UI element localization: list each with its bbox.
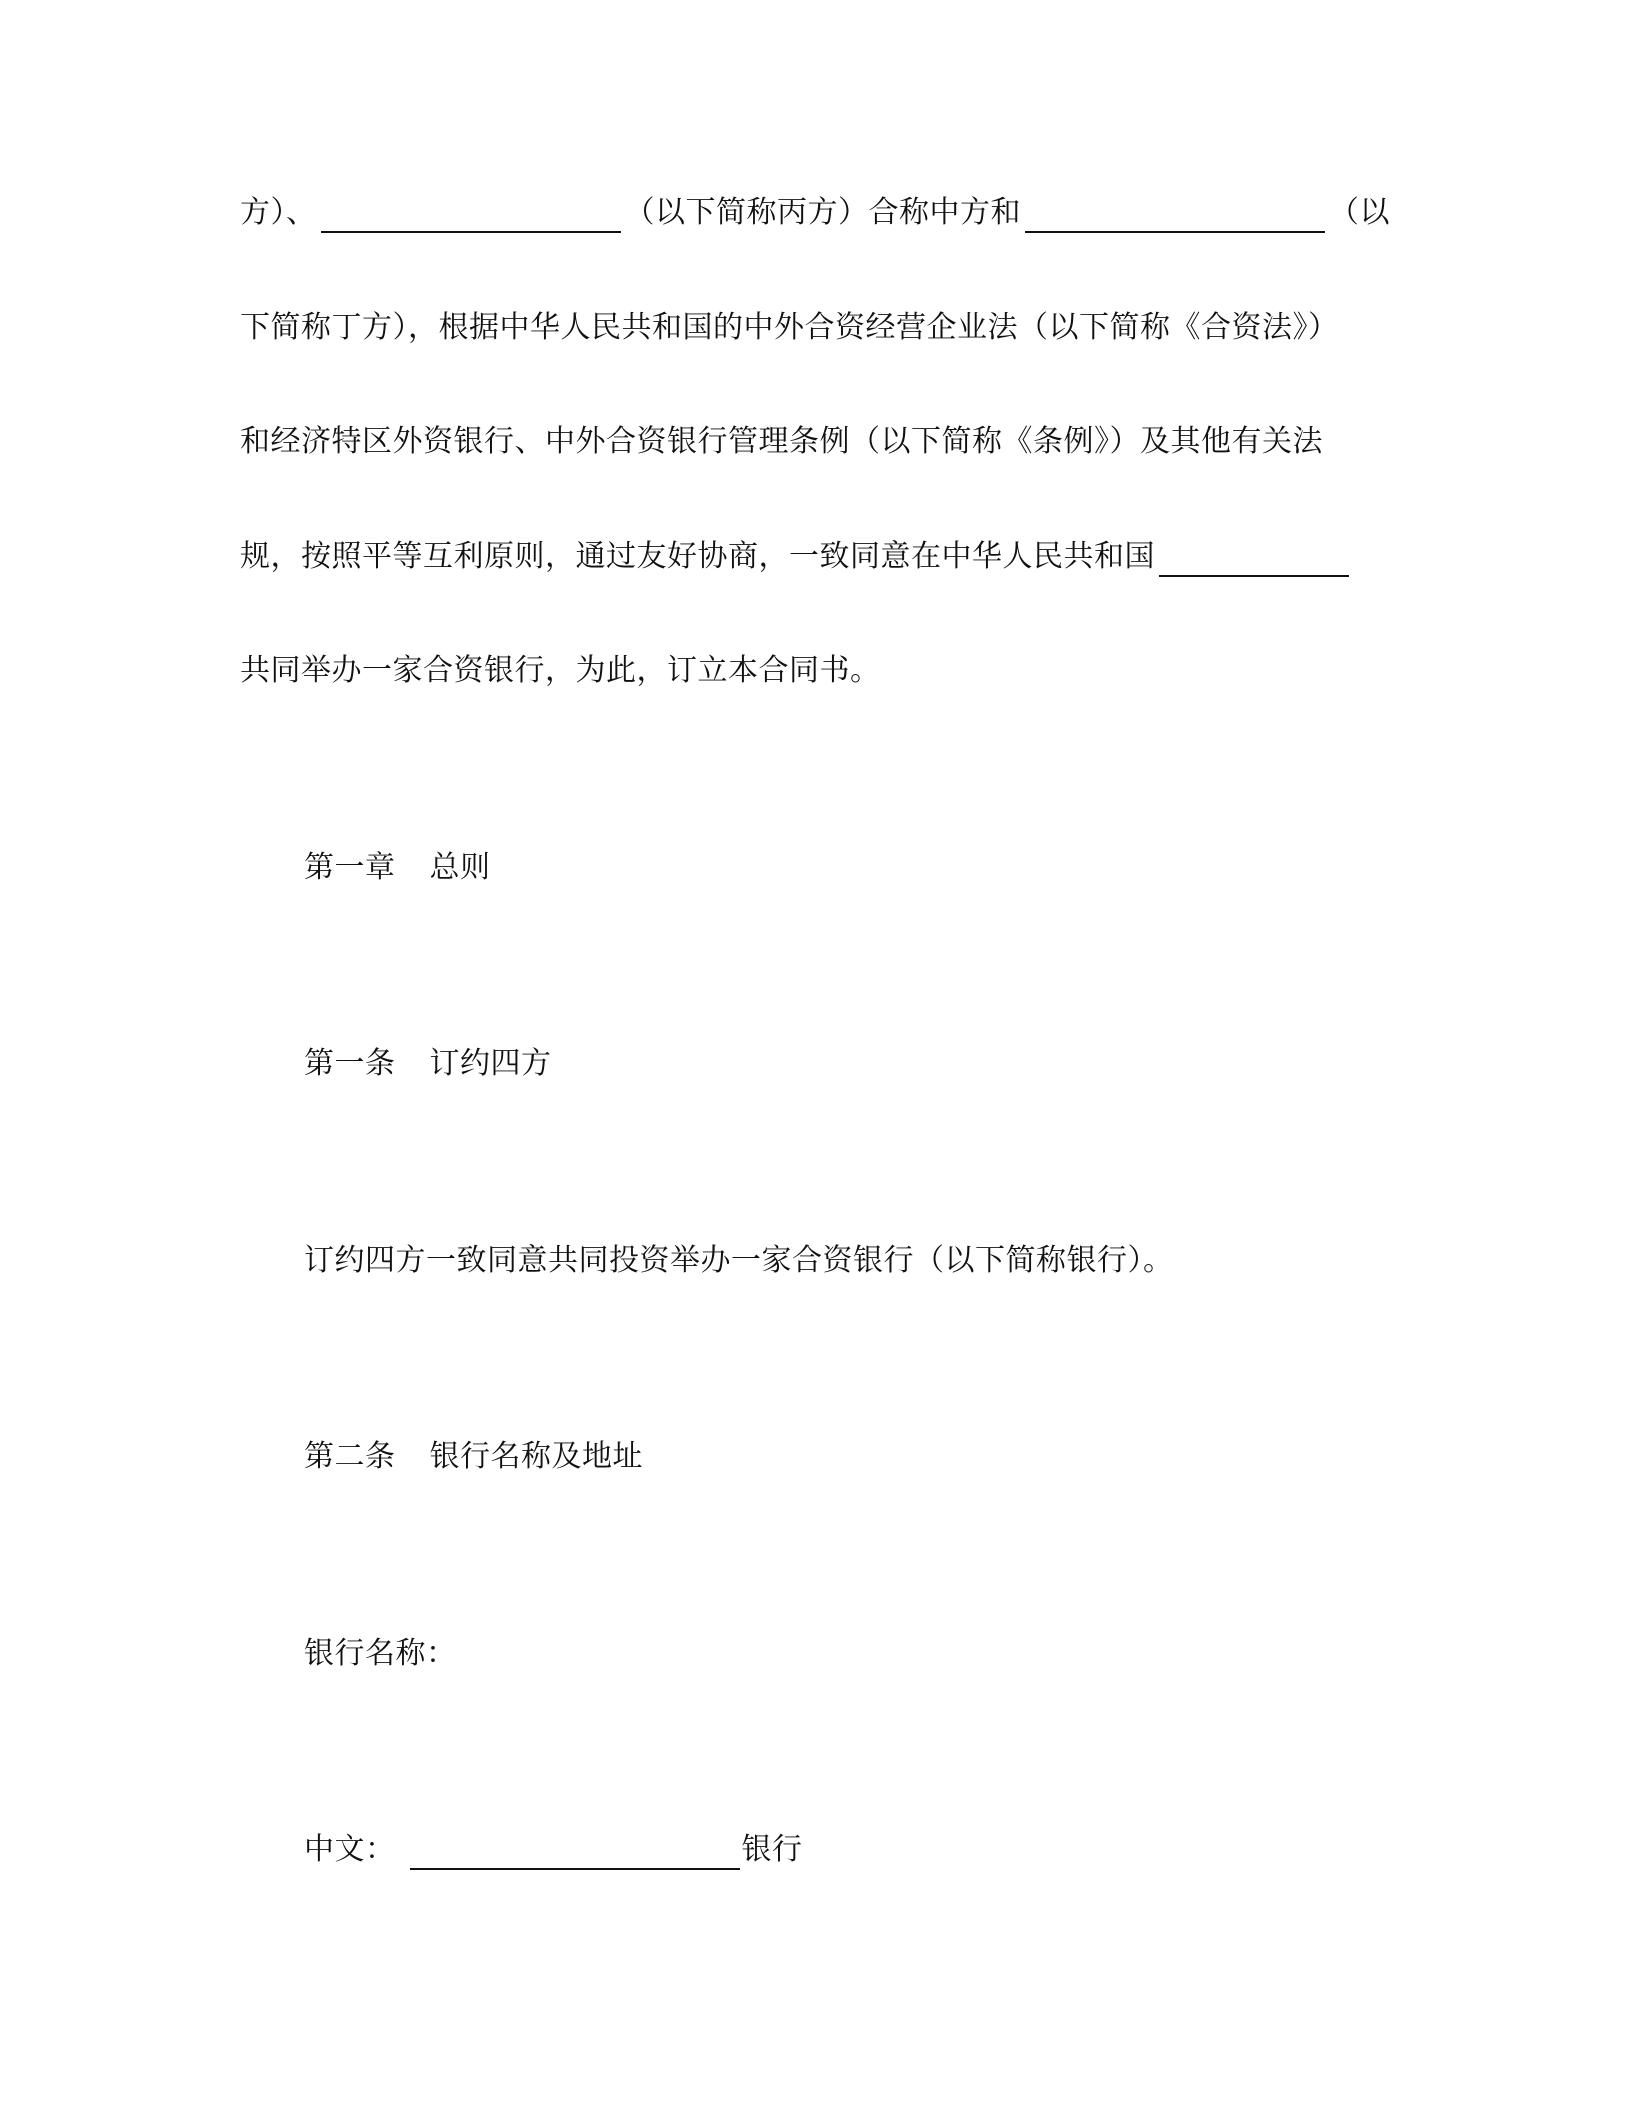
paragraph-line-2 [240,308,1339,348]
chapter-title: 总则 [429,850,491,885]
chapter-number: 第一章 [304,850,396,885]
bank-name-label-line [304,1634,457,1674]
article-1-body [304,1241,1174,1281]
article-body-text: 订约四方一致同意共同投资举办一家合资银行（以下简称银行）。 [304,1243,1174,1278]
chapter-heading [304,848,491,888]
party-d-label-start: （以 [1329,195,1390,230]
party-c-blank[interactable] [321,197,621,233]
chinese-name-label: 中文： [304,1832,396,1867]
paragraph-text: 共同举办一家合资银行，为此，订立本合同书。 [240,653,881,688]
party-d-blank[interactable] [1025,197,1325,233]
party-c-prefix: 方）、 [240,195,317,230]
article-title: 订约四方 [429,1046,552,1081]
article-number: 第二条 [304,1439,396,1474]
paragraph-text: 规，按照平等互利原则，通过友好协商，一致同意在中华人民共和国 [240,539,1155,574]
paragraph-text: 和经济特区外资银行、中外合资银行管理条例（以下简称《条例》）及其他有关法 [240,424,1323,459]
article-1-heading [304,1044,552,1084]
chinese-name-line [304,1830,803,1870]
paragraph-text: 下简称丁方），根据中华人民共和国的中外合资经营企业法（以下简称《合资法》） [240,310,1339,345]
paragraph-line-1 [240,193,1390,233]
chinese-name-suffix: 银行 [741,1832,803,1867]
paragraph-line-4 [240,537,1349,577]
paragraph-line-5 [240,651,881,691]
location-blank[interactable] [1159,541,1349,577]
chinese-name-blank[interactable] [410,1834,740,1870]
article-2-heading [304,1437,643,1477]
article-title: 银行名称及地址 [429,1439,643,1474]
article-number: 第一条 [304,1046,396,1081]
bank-name-label: 银行名称： [304,1636,457,1671]
party-c-label: （以下简称丙方）合称中方和 [624,195,1021,230]
paragraph-line-3 [240,422,1323,462]
